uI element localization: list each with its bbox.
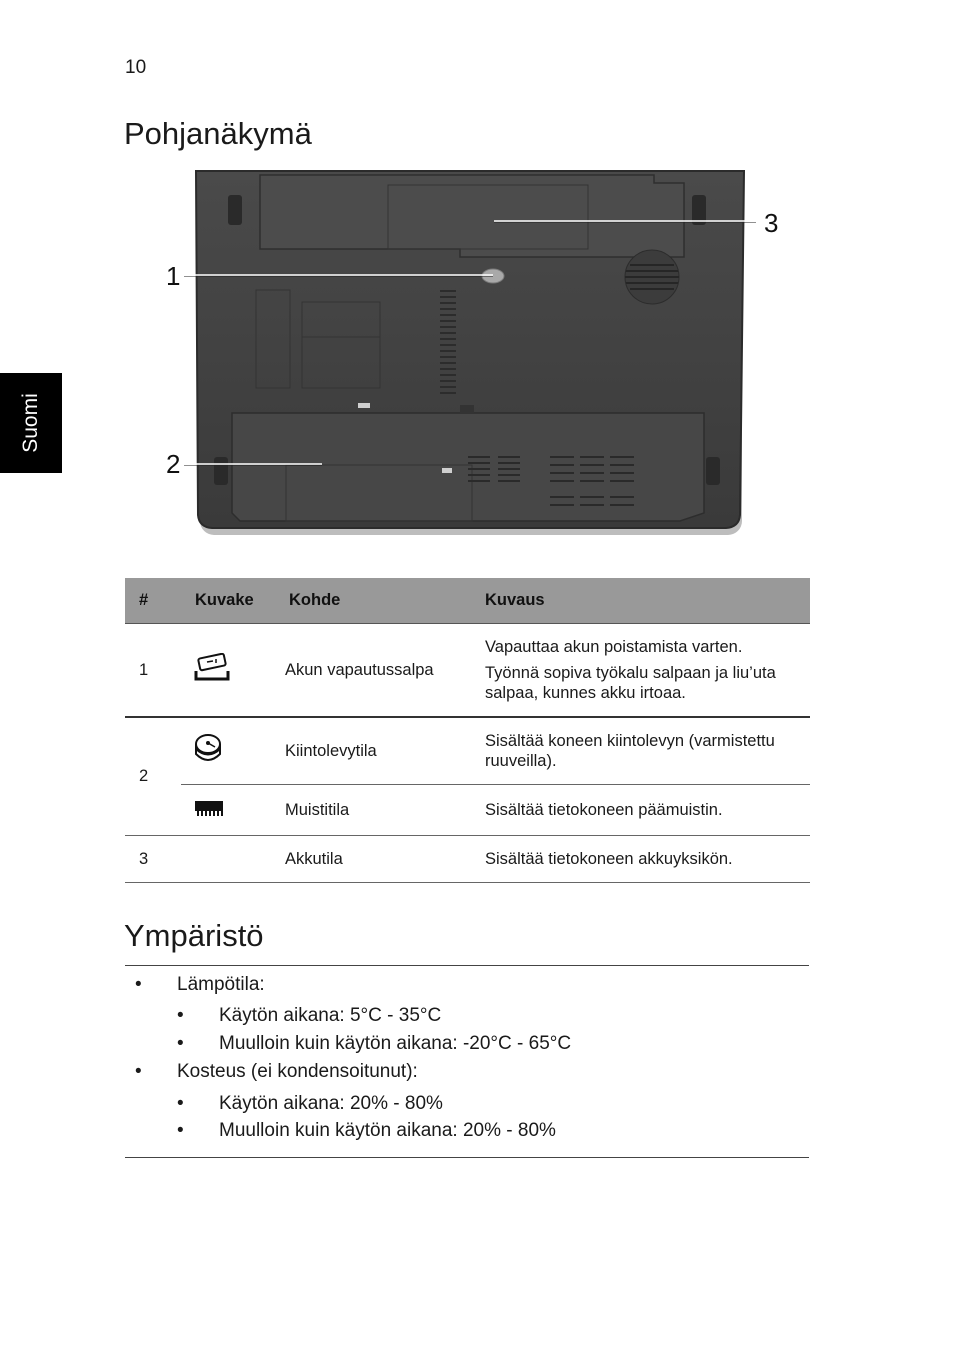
memory-icon [181, 785, 275, 836]
table-row [125, 785, 810, 836]
bullet: • [177, 1120, 184, 1141]
description-line: Vapauttaa akun poistamista varten. [485, 638, 743, 656]
hard-disk-icon [181, 717, 275, 785]
item-name: Akun vapautussalpa [275, 624, 471, 718]
col-header-number: # [125, 578, 181, 624]
list-item-label: Muulloin kuin käytön aikana: -20°C - 65°C [219, 1033, 572, 1054]
callout-1: 1 [166, 261, 181, 291]
list-item-label: Käytön aikana: 5°C - 35°C [219, 1005, 442, 1026]
item-description [471, 717, 810, 785]
list-item-label: Muulloin kuin käytön aikana: 20% - 80% [219, 1120, 556, 1141]
description-line: Sisältää tietokoneen akkuyksikön. [485, 850, 733, 868]
description-line: Sisältää koneen kiintolevyn (varmistettu ruuveilla). [485, 732, 775, 770]
battery-release-icon [181, 624, 275, 718]
language-tab-label: Suomi [19, 393, 42, 453]
empty-icon-cell [181, 836, 275, 883]
col-header-icon: Kuvake [181, 578, 275, 624]
description-line: Sisältää tietokoneen päämuistin. [485, 801, 723, 819]
col-header-description: Kuvaus [471, 578, 810, 624]
table-header-row [125, 578, 810, 624]
callout-3: 3 [764, 208, 779, 238]
list-item-label: Lämpötila: [177, 974, 265, 995]
section-title-bottom-view: Pohjanäkymä [124, 116, 312, 151]
item-name: Kiintolevytila [275, 717, 471, 785]
list-item-label: Kosteus (ei kondensoitunut): [177, 1061, 418, 1082]
item-name: Akkutila [275, 836, 471, 883]
table-row [125, 624, 810, 718]
col-header-item: Kohde [275, 578, 471, 624]
page-number: 10 [125, 57, 147, 78]
row-number: 1 [125, 624, 181, 718]
laptop-bottom-figure [160, 165, 800, 550]
description-line: Työnnä sopiva työkalu salpaan ja liu’uta salpaa, kunnes akku irtoaa. [485, 664, 776, 702]
list-item-label: Käytön aikana: 20% - 80% [219, 1093, 443, 1114]
item-description [471, 624, 810, 718]
environment-list [125, 965, 809, 1158]
bullet: • [177, 1033, 184, 1054]
language-tab [0, 373, 62, 473]
bottom-view-table [125, 578, 810, 883]
row-number: 3 [125, 836, 181, 883]
callout-2: 2 [166, 449, 181, 479]
section-title-environment: Ympäristö [124, 918, 264, 953]
bullet: • [135, 1061, 142, 1082]
item-description [471, 836, 810, 883]
table-row [125, 717, 810, 785]
item-name: Muistitila [275, 785, 471, 836]
row-number: 2 [125, 717, 181, 836]
bullet: • [177, 1005, 184, 1026]
bullet: • [177, 1093, 184, 1114]
bullet: • [135, 974, 142, 995]
item-description [471, 785, 810, 836]
table-row [125, 836, 810, 883]
